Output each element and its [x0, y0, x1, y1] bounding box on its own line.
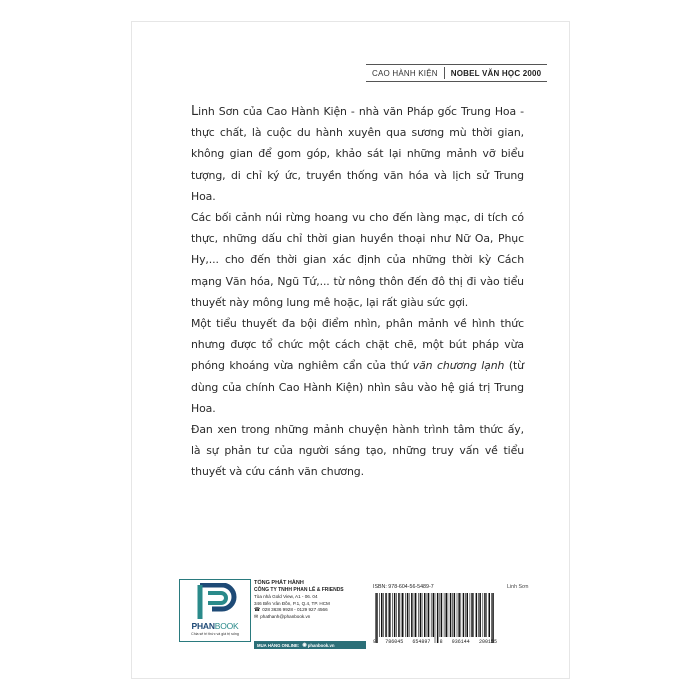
distributor-header: TỔNG PHÁT HÀNH: [254, 580, 304, 586]
barcode-bar: [420, 593, 422, 637]
barcode-bar: [392, 593, 393, 637]
distributor-email-row: [254, 614, 366, 621]
barcode-bar: [467, 593, 469, 637]
barcode-bar: [484, 593, 486, 637]
paragraph-text: Các bối cảnh núi rừng hoang vu cho đến làng mạc, di tích có thực, những dấu chỉ thời gian huyền thoại như Nữ Oa, Phục Hy,... cho đến thời gian xác định của những thời kỳ Cách mạng Văn hóa, Ngũ Tứ,... từ nông thôn đến đô thị đi vào tiểu thuyết này mông lung mê hoặc, lại rất giàu sức gợi.: [191, 211, 524, 309]
barcode-digit-group: 9: [373, 639, 377, 645]
cover-footer: [134, 565, 567, 648]
series-tag: [366, 64, 547, 82]
distributor-company: CÔNG TY TNHH PHAN LÊ & FRIENDS: [254, 587, 344, 593]
barcode-bar: [458, 593, 460, 637]
barcode-bar: [414, 593, 415, 637]
distributor-email: phathanh@phanbook.vn: [260, 613, 311, 619]
barcode-bar: [415, 593, 417, 637]
barcode-bar: [405, 593, 406, 637]
synopsis-text: [191, 101, 524, 483]
paragraph-text: Một tiểu thuyết đa bội điểm nhìn, phân mảnh về hình thức nhưng được tổ chức một cách chặt chẽ, một bút pháp vừa phóng khoáng vừa nghiêm cẩn của thứ: [191, 317, 524, 373]
barcode-digit-group: 8: [439, 639, 443, 645]
barcode-bar: [489, 593, 491, 637]
shop-site-url: phanbook.vn: [307, 642, 335, 648]
mail-icon: ✉: [254, 614, 259, 621]
barcode-bar: [440, 593, 441, 637]
barcode-bar: [454, 593, 456, 637]
barcode-digit-group: 200155: [478, 639, 497, 645]
barcode-bar: [398, 593, 400, 637]
barcode-bar: [473, 593, 474, 637]
barcode-digit-group: 654897: [412, 639, 431, 645]
distributor-info: [254, 580, 366, 620]
shop-label: MUA HÀNG ONLINE:: [257, 642, 300, 648]
barcode-bar: [476, 593, 478, 637]
logo-tagline: Chia sẻ tri thức và giá trị sống: [191, 632, 239, 636]
barcode-bar: [396, 593, 397, 637]
barcode-bar: [409, 593, 410, 637]
logo-phan: PHAN: [191, 621, 215, 631]
barcode-bar: [486, 593, 487, 637]
synopsis-paragraph: [191, 313, 524, 419]
paragraph-text: (từ dùng của chính Cao Hành Kiện) nhìn sâu vào hệ giá trị Trung Hoa.: [191, 359, 524, 415]
barcode-bar: [470, 593, 471, 637]
barcode-bar: [381, 593, 383, 637]
logo-wordmark: [180, 621, 250, 631]
distributor-phone: 028 3636 9928 - 0129 927 4566: [262, 607, 328, 613]
barcode-bar: [375, 593, 376, 643]
barcode-bar: [433, 593, 435, 637]
barcode-bar: [492, 593, 494, 643]
barcode-bar: [479, 593, 481, 637]
barcode-digits: [373, 639, 497, 645]
barcode-bar: [401, 593, 402, 637]
globe-icon: ◉: [302, 642, 307, 648]
distributor-phone-row: [254, 607, 366, 614]
barcode-bar: [379, 593, 380, 637]
online-shop-banner: [254, 641, 366, 649]
synopsis-paragraph: [191, 207, 524, 313]
series-award: NOBEL VĂN HỌC 2000: [450, 68, 542, 78]
synopsis-paragraph: [191, 419, 524, 483]
barcode-bar: [418, 593, 419, 637]
lead-letter: L: [191, 104, 199, 119]
barcode-bar: [431, 593, 432, 637]
barcode-bar: [422, 593, 423, 637]
barcode-digit-group: 936144: [451, 639, 470, 645]
isbn-label: ISBN: 978-604-56-5489-7: [373, 584, 434, 590]
barcode-bar: [394, 593, 396, 637]
barcode-bar: [452, 593, 453, 637]
barcode-bar: [478, 593, 479, 637]
barcode-bar: [389, 593, 391, 637]
barcode-bar: [411, 593, 413, 637]
barcode-bar: [463, 593, 465, 637]
barcode-bar: [450, 593, 452, 637]
barcode-digit-group: 786045: [385, 639, 404, 645]
barcode-bar: [428, 593, 430, 637]
barcode-bar: [444, 593, 445, 637]
distributor-address-1: Tòa nhà Gold View, A1 - 06. 04: [254, 594, 318, 599]
book-back-cover: [131, 21, 570, 679]
paragraph-text: inh Sơn của Cao Hành Kiện - nhà văn Pháp gốc Trung Hoa - thực chất, là cuộc du hành xuyên qua sương mù thời gian, không gian để gom góp, khảo sát lại những mảnh vỡ biểu tượng, di chỉ ký ức, truyền thống văn hóa và lịch sử Trung Hoa.: [191, 105, 524, 203]
logo-book: BOOK: [214, 621, 239, 631]
phone-icon: ☎: [254, 607, 261, 614]
barcode-bar: [441, 593, 443, 637]
small-book-title: Linh Sơn: [507, 584, 529, 590]
barcode-bar: [402, 593, 404, 637]
barcode-bar: [427, 593, 428, 637]
barcode-bar: [465, 593, 466, 637]
barcode-bar: [376, 593, 378, 643]
barcode-bar: [424, 593, 426, 637]
phanbook-logo-icon: [194, 583, 238, 621]
paragraph-text: Đan xen trong những mảnh chuyện hành trình tâm thức ấy, là sự phản tư của người sáng tạo, những truy vấn về tiểu thuyết và cứu cánh văn chương.: [191, 423, 524, 479]
synopsis-paragraph: [191, 101, 524, 207]
barcode-bar: [407, 593, 409, 637]
barcode-bar: [383, 593, 384, 637]
barcode-bar: [461, 593, 462, 637]
barcode-bar: [483, 593, 484, 637]
shop-site: [302, 642, 334, 648]
barcode-bar: [437, 593, 439, 643]
publisher-logo: [179, 579, 251, 642]
series-author: CAO HÀNH KIỆN: [372, 68, 438, 78]
isbn-barcode: [373, 593, 497, 643]
barcode-bar: [448, 593, 449, 637]
barcode-bar: [446, 593, 448, 637]
barcode-bar: [471, 593, 473, 637]
barcode-bar: [435, 593, 436, 643]
barcode-bar: [457, 593, 458, 637]
barcode-bar: [385, 593, 387, 637]
italic-phrase: văn chương lạnh: [412, 359, 505, 373]
barcode-bar: [491, 593, 492, 643]
distributor-address-2: 346 Bến Vân Đồn, P.1, Q.4, TP. HCM: [254, 600, 330, 606]
barcode-bar: [388, 593, 389, 637]
